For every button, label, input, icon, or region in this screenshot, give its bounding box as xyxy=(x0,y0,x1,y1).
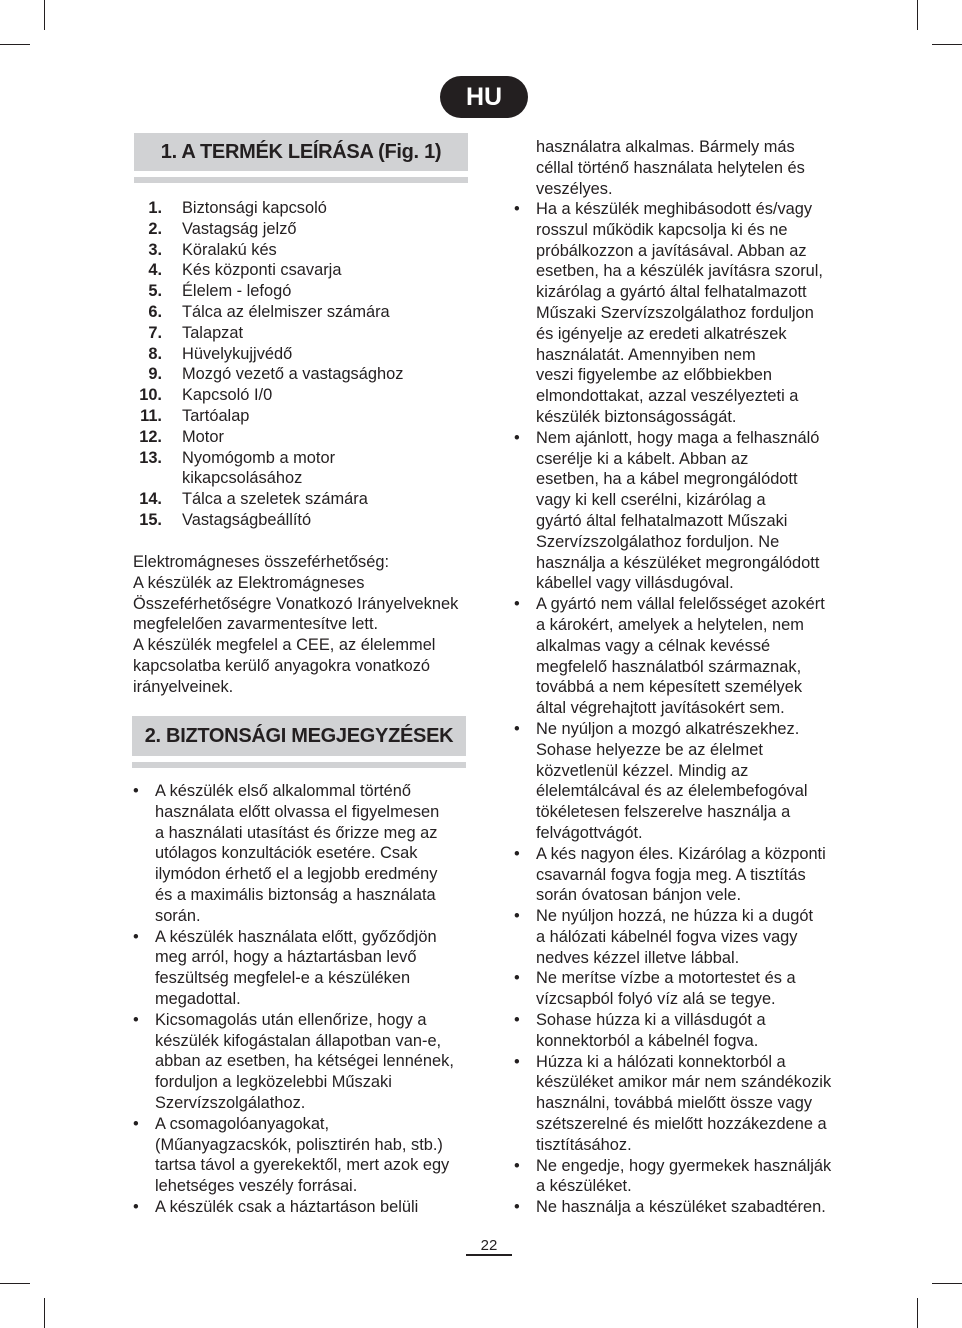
crop-mark xyxy=(932,1283,962,1284)
list-item-number: 8. xyxy=(148,344,162,363)
list-item-number: 10. xyxy=(139,386,162,405)
bullet-line: és igényelje az eredeti alkatrészek xyxy=(536,324,787,343)
list-item-label: kikapcsolásához xyxy=(182,469,303,488)
bullet-line: csavarnál fogva fogja meg. A tisztítás xyxy=(536,865,806,884)
list-item-number: 13. xyxy=(139,448,162,467)
list-item-number: 15. xyxy=(139,510,162,529)
bullet-line: ilymódon érhető el a legjobb eredmény xyxy=(155,865,438,884)
bullet-line: nedves kézzel illetve lábbal. xyxy=(536,948,740,967)
bullet-line: meg arról, hogy a háztartásban levő xyxy=(155,948,417,967)
bullet-line: elmondottakat, azzal veszélyezteti a xyxy=(536,387,799,406)
list-item-label: Hüvelykujjvédő xyxy=(182,344,293,363)
paragraph-line: veszélyes. xyxy=(536,179,613,198)
bullet-item xyxy=(514,906,854,968)
list-item xyxy=(112,406,472,427)
list-item xyxy=(112,448,472,469)
safety-notes-continuation xyxy=(536,137,856,199)
bullet-line: megadottal. xyxy=(155,989,241,1008)
bullet-line: Szervízszolgálathoz. xyxy=(155,1093,306,1112)
list-item-number: 14. xyxy=(139,490,162,509)
crop-mark xyxy=(44,1298,45,1328)
list-item-number: 12. xyxy=(139,427,162,446)
crop-mark xyxy=(932,44,962,45)
bullet-line: • Ne engedje, hogy gyermekek használják xyxy=(536,1156,832,1175)
paragraph-line: megfelelően zavarmentesítve lett. xyxy=(133,615,379,634)
bullet-item xyxy=(133,1197,473,1218)
bullet-line: lehetséges veszély forrásai. xyxy=(155,1177,358,1196)
bullet-item xyxy=(514,594,854,719)
page-number: 22 xyxy=(480,1237,498,1254)
list-item-label: Köralakú kés xyxy=(182,240,277,259)
list-item xyxy=(112,240,472,261)
bullet-item xyxy=(514,968,854,1010)
bullet-line: továbbá a nem képesített személyek xyxy=(536,678,803,697)
bullet-line: feszültség megfelel-e a készüléken xyxy=(155,969,411,988)
bullet-item xyxy=(514,1156,854,1198)
language-badge: HU xyxy=(440,76,528,118)
paragraph-line: Elektromágneses összeférhetőség: xyxy=(133,553,390,571)
bullet-line: és a maximális biztonság a használata xyxy=(155,885,436,904)
bullet-line: a készüléket. xyxy=(536,1177,632,1196)
bullet-line: rosszul működik kapcsolja ki és ne xyxy=(536,220,788,239)
list-item-label: Talapzat xyxy=(182,323,244,342)
section-2-rule xyxy=(132,762,466,768)
bullet-item xyxy=(514,719,854,844)
list-item-label: Kapcsoló I/0 xyxy=(182,386,273,405)
list-item-label: Biztonsági kapcsoló xyxy=(182,199,327,217)
list-item xyxy=(112,323,472,344)
bullet-line: Műszaki Szervízszolgálathoz forduljon xyxy=(536,303,814,322)
list-item-number: 5. xyxy=(148,282,162,301)
parts-list xyxy=(112,198,472,531)
bullet-line: • Nem ajánlott, hogy maga a felhasználó xyxy=(536,428,820,447)
list-item xyxy=(112,344,472,365)
bullet-line: tökéletesen felszerelve használja a xyxy=(536,803,791,822)
bullet-line: kizárólag a gyártó által felhatalmazott xyxy=(536,283,807,302)
list-item-label: Nyomógomb a motor xyxy=(182,448,336,467)
list-item xyxy=(112,219,472,240)
bullet-line: vagy ki kell cserélni, kizárólag a xyxy=(536,491,766,510)
list-item-label: Vastagságbeállító xyxy=(182,510,312,529)
bullet-item xyxy=(514,844,854,906)
bullet-line: • Ne merítse vízbe a motortestet és a xyxy=(536,969,796,988)
bullet-line: alkalmas vagy a célnak kevéssé xyxy=(536,636,771,655)
bullet-item xyxy=(133,927,473,1010)
bullet-item xyxy=(514,428,854,594)
bullet-line: használni, továbbá mielőtt össze vagy xyxy=(536,1094,813,1113)
bullet-line: a hálózati kábelnél fogva vizes vagy xyxy=(536,927,798,946)
bullet-line: élelemtálcával és az élelembefogóval xyxy=(536,782,808,801)
bullet-line: veszi figyelembe az előbbiekben xyxy=(536,366,772,385)
list-item-number: 3. xyxy=(148,240,162,259)
bullet-line: konnektorból a kábelnél fogva. xyxy=(536,1031,759,1050)
page-number-rule xyxy=(466,1254,512,1256)
bullet-line: • Kicsomagolás után ellenőrize, hogy a xyxy=(155,1010,427,1029)
bullet-item xyxy=(514,1197,854,1218)
section-2-title: 2. BIZTONSÁGI MEGJEGYZÉSEK xyxy=(132,716,466,756)
list-item-number: 6. xyxy=(148,302,162,321)
bullet-line: • A készülék csak a háztartáson belüli xyxy=(155,1197,419,1216)
list-item xyxy=(112,302,472,323)
bullet-line: használja a készüléket megrongálódott xyxy=(536,553,820,572)
paragraph-line: A készülék az Elektromágneses xyxy=(133,573,365,592)
bullet-item xyxy=(133,781,473,927)
bullet-line: megfelelő használatból származnak, xyxy=(536,657,802,676)
paragraph-line: céllal történő használata helytelen és xyxy=(536,158,805,177)
bullet-line: próbálkozzon a javításával. Abban az xyxy=(536,241,807,260)
bullet-item xyxy=(133,1114,473,1197)
section-1-title: 1. A TERMÉK LEÍRÁSA (Fig. 1) xyxy=(134,133,468,171)
crop-mark xyxy=(0,1283,30,1284)
bullet-line: esetben, ha a készülék javításra szorul, xyxy=(536,262,823,281)
list-item xyxy=(112,510,472,531)
paragraph-line: A készülék megfelel a CEE, az élelemmel xyxy=(133,636,436,655)
list-item-label: Élelem - lefogó xyxy=(182,282,292,301)
list-item-label: Motor xyxy=(182,427,224,446)
bullet-line: készüléket amikor már nem szándékozik xyxy=(536,1073,832,1092)
bullet-line: gyártó által felhatalmazott Műszaki xyxy=(536,511,788,530)
crop-mark xyxy=(917,1298,918,1328)
safety-notes-right xyxy=(514,199,854,1218)
list-item-number: 2. xyxy=(148,219,162,238)
list-item-number: 4. xyxy=(148,261,162,280)
list-item-number: 11. xyxy=(140,406,162,425)
list-item xyxy=(112,198,472,219)
bullet-line: Sohase helyezze be az élelmet xyxy=(536,740,763,759)
crop-mark xyxy=(917,0,918,30)
bullet-line: utólagos konzultációk esetére. Csak xyxy=(155,844,418,863)
bullet-line: esetben, ha a kábel megrongálódott xyxy=(536,470,798,489)
bullet-line: forduljon a legközelebbi Műszaki xyxy=(155,1073,392,1092)
list-item-number: 7. xyxy=(148,323,162,342)
bullet-line: • Ne használja a készüléket szabadtéren. xyxy=(536,1198,826,1217)
bullet-line: kábellel vagy villásdugóval. xyxy=(536,574,734,593)
list-item-number: 9. xyxy=(148,365,162,384)
crop-mark xyxy=(44,0,45,30)
bullet-item xyxy=(133,1010,473,1114)
emc-paragraph xyxy=(133,552,473,698)
list-item xyxy=(112,468,472,489)
bullet-line: tartsa távol a gyerekektől, mert azok egy xyxy=(155,1156,450,1175)
list-item-label: Tálca a szeletek számára xyxy=(182,490,368,509)
safety-notes-left xyxy=(133,781,473,1218)
bullet-item xyxy=(514,199,854,428)
list-item xyxy=(112,427,472,448)
bullet-line: használata előtt olvassa el figyelmesen xyxy=(155,802,440,821)
paragraph-line: kapcsolatba kerülő anyagokra vonatkozó xyxy=(133,656,431,675)
bullet-line: • A készülék használata előtt, győződjön xyxy=(155,927,437,946)
list-item-label: Tálca az élelmiszer számára xyxy=(182,302,390,321)
list-item xyxy=(112,364,472,385)
bullet-line: készülék kifogástalan állapotban van-e, xyxy=(155,1031,442,1050)
bullet-line: • Ha a készülék meghibásodott és/vagy xyxy=(536,200,813,218)
bullet-line: • Sohase húzza ki a villásdugót a xyxy=(536,1011,766,1030)
bullet-line: cserélje ki a kábelt. Abban az xyxy=(536,449,749,468)
bullet-line: • Ne nyúljon a mozgó alkatrészekhez. xyxy=(536,719,800,738)
list-item-label: Mozgó vezető a vastagsághoz xyxy=(182,365,404,384)
bullet-line: tisztításához. xyxy=(536,1135,632,1154)
bullet-line: • A gyártó nem vállal felelősséget azokért xyxy=(536,595,825,614)
bullet-line: vízcsapból folyó víz alá se tegye. xyxy=(536,990,776,1009)
bullet-line: Szervízszolgálathoz forduljon. Ne xyxy=(536,532,780,551)
bullet-line: a használati utasítást és őrizze meg az xyxy=(155,823,438,842)
bullet-line: által végrehajtott javításokért sem. xyxy=(536,699,785,718)
list-item xyxy=(112,489,472,510)
bullet-line: használatát. Amennyiben nem xyxy=(536,345,756,364)
bullet-line: során. xyxy=(155,906,201,925)
bullet-line: • Ne nyúljon hozzá, ne húzza ki a dugót xyxy=(536,907,814,926)
bullet-line: • A kés nagyon éles. Kizárólag a központi xyxy=(536,844,826,863)
section-1-rule xyxy=(134,177,468,183)
bullet-line: során óvatosan bánjon vele. xyxy=(536,886,742,905)
list-item-number xyxy=(112,468,162,489)
paragraph-line: Összeférhetőségre Vonatkozó Irányelveknek xyxy=(133,594,459,613)
bullet-line: • A csomagolóanyagokat, xyxy=(155,1114,330,1133)
paragraph-line: használatra alkalmas. Bármely más xyxy=(536,138,795,156)
bullet-line: felvágottvágót. xyxy=(536,823,643,842)
bullet-line: • A készülék első alkalommal történő xyxy=(155,782,411,800)
bullet-line: a károkért, amelyek a helytelen, nem xyxy=(536,615,804,634)
list-item xyxy=(112,281,472,302)
list-item-label: Kés központi csavarja xyxy=(182,261,342,280)
list-item xyxy=(112,385,472,406)
bullet-item xyxy=(514,1010,854,1052)
list-item-number: 1. xyxy=(148,199,162,217)
bullet-line: abban az esetben, ha kétségei lennének, xyxy=(155,1052,454,1071)
bullet-line: szétszerelné és mielőtt hozzákezdene a xyxy=(536,1115,827,1134)
bullet-line: közvetlenül kézzel. Mindig az xyxy=(536,761,749,780)
list-item xyxy=(112,260,472,281)
bullet-item xyxy=(514,1052,854,1156)
bullet-line: készülék biztonságosságát. xyxy=(536,407,737,426)
list-item-label: Tartóalap xyxy=(182,406,250,425)
bullet-line: (Műanyagzacskók, polisztirén hab, stb.) xyxy=(155,1135,443,1154)
crop-mark xyxy=(0,44,30,45)
paragraph-line: irányelveinek. xyxy=(133,677,234,696)
bullet-line: • Húzza ki a hálózati konnektorból a xyxy=(536,1052,786,1071)
list-item-label: Vastagság jelző xyxy=(182,219,297,238)
